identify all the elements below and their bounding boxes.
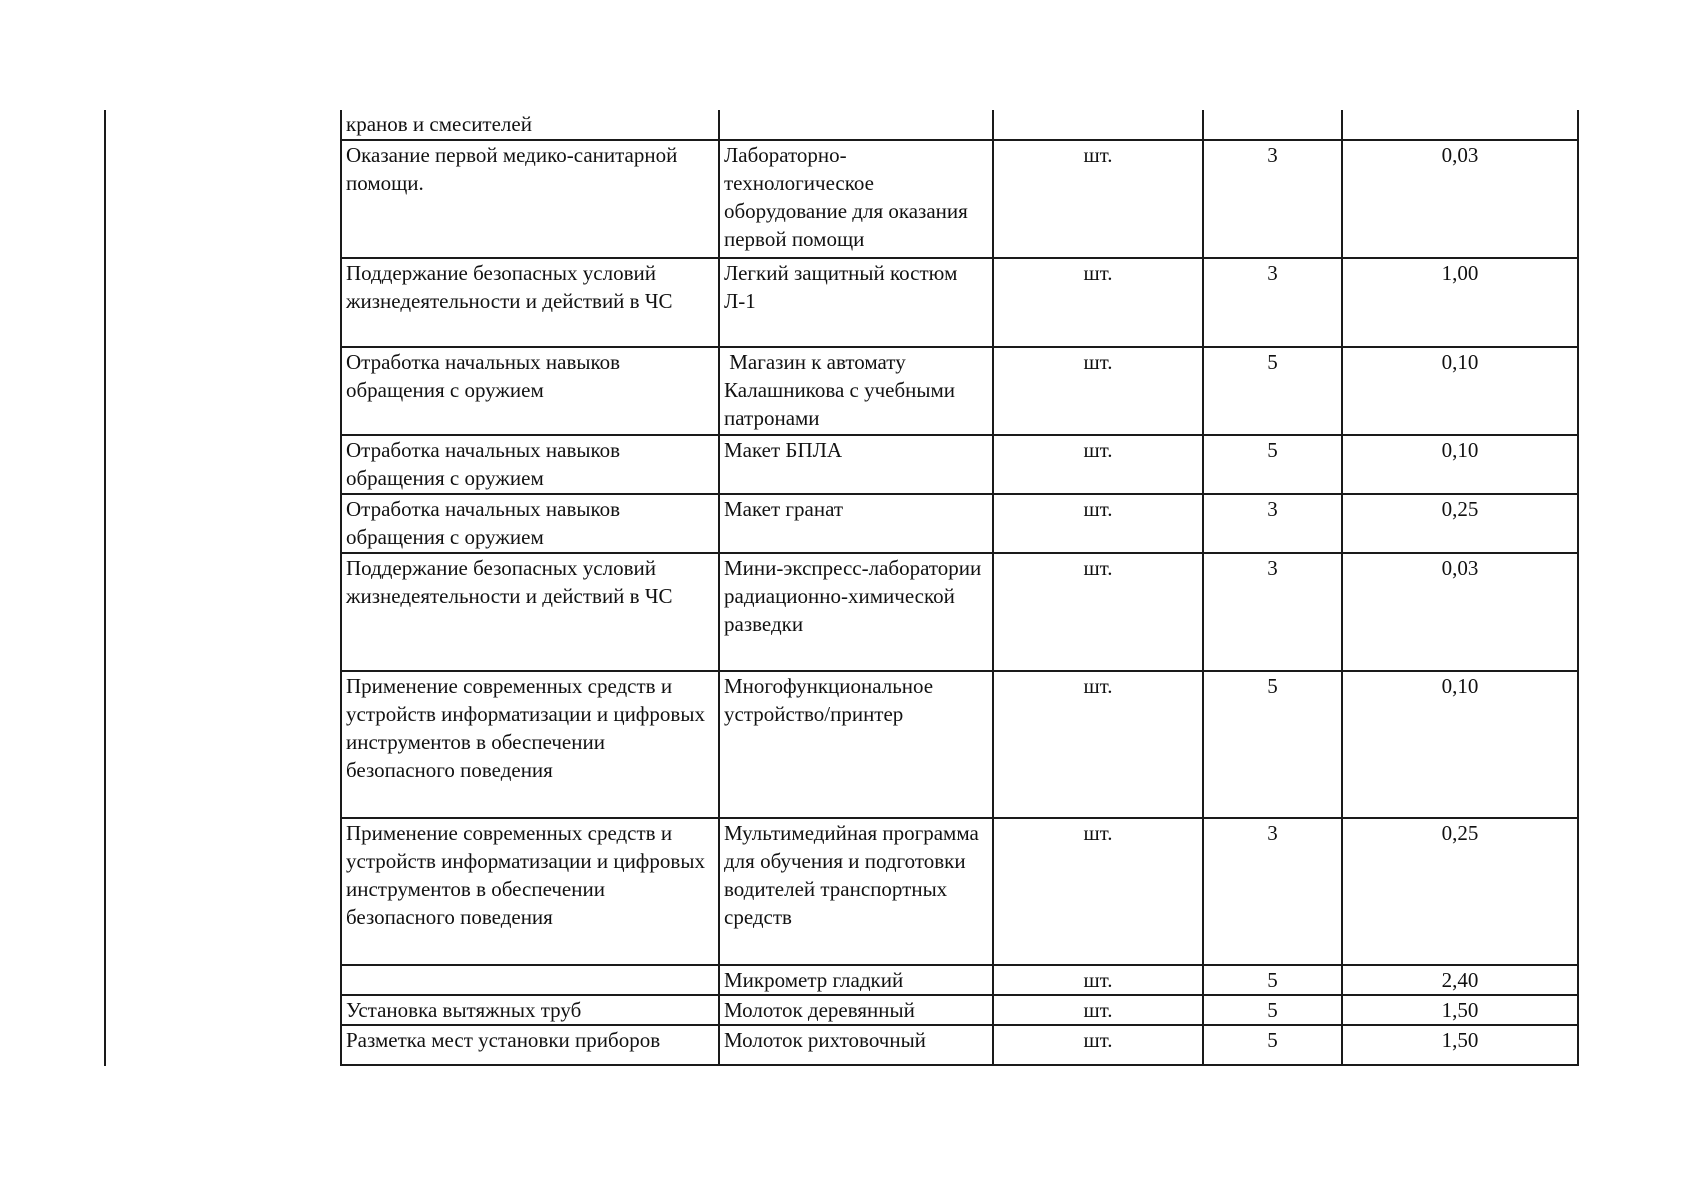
unit-cell: шт. xyxy=(993,671,1203,818)
table-row xyxy=(341,553,1578,671)
table-row xyxy=(341,494,1578,553)
table-row xyxy=(341,1025,1578,1065)
item-cell: Макет БПЛА xyxy=(719,435,993,494)
table-row xyxy=(341,965,1578,995)
item-cell: Мини-экспресс-лаборатории радиационно-химической разведки xyxy=(719,553,993,671)
unit-cell: шт. xyxy=(993,553,1203,671)
unit-cell xyxy=(993,110,1203,140)
equipment-table xyxy=(340,110,1579,1066)
quantity-cell: 5 xyxy=(1203,435,1342,494)
unit-cell: шт. xyxy=(993,965,1203,995)
purpose-cell: Применение современных средств и устройств информатизации и цифровых инструментов в обеспечении безопасного поведения xyxy=(341,818,719,965)
value-cell: 0,10 xyxy=(1342,671,1578,818)
purpose-cell: кранов и смесителей xyxy=(341,110,719,140)
item-cell: Молоток рихтовочный xyxy=(719,1025,993,1065)
value-cell: 0,03 xyxy=(1342,553,1578,671)
unit-cell: шт. xyxy=(993,494,1203,553)
quantity-cell: 3 xyxy=(1203,818,1342,965)
value-cell: 0,10 xyxy=(1342,435,1578,494)
table-row xyxy=(341,347,1578,435)
purpose-cell: Отработка начальных навыков обращения с оружием xyxy=(341,494,719,553)
quantity-cell: 5 xyxy=(1203,1025,1342,1065)
value-cell: 1,50 xyxy=(1342,995,1578,1025)
table-row xyxy=(341,110,1578,140)
unit-cell: шт. xyxy=(993,818,1203,965)
item-cell: Многофункциональное устройство/принтер xyxy=(719,671,993,818)
table-row xyxy=(341,995,1578,1025)
item-cell: Мультимедийная программа для обучения и подготовки водителей транспортных средств xyxy=(719,818,993,965)
item-cell: Молоток деревянный xyxy=(719,995,993,1025)
quantity-cell: 5 xyxy=(1203,671,1342,818)
item-cell: Микрометр гладкий xyxy=(719,965,993,995)
purpose-cell: Оказание первой медико-санитарной помощи. xyxy=(341,140,719,258)
purpose-cell xyxy=(341,965,719,995)
quantity-cell: 3 xyxy=(1203,140,1342,258)
unit-cell: шт. xyxy=(993,1025,1203,1065)
quantity-cell: 3 xyxy=(1203,494,1342,553)
unit-cell: шт. xyxy=(993,258,1203,347)
unit-cell: шт. xyxy=(993,435,1203,494)
table-row xyxy=(341,435,1578,494)
table-row xyxy=(341,671,1578,818)
unit-cell: шт. xyxy=(993,140,1203,258)
quantity-cell: 5 xyxy=(1203,995,1342,1025)
item-cell: Лабораторно-технологическое оборудование для оказания первой помощи xyxy=(719,140,993,258)
purpose-cell: Поддержание безопасных условий жизнедеятельности и действий в ЧС xyxy=(341,553,719,671)
purpose-cell: Отработка начальных навыков обращения с оружием xyxy=(341,347,719,435)
item-cell: Легкий защитный костюм Л-1 xyxy=(719,258,993,347)
quantity-cell: 3 xyxy=(1203,258,1342,347)
unit-cell: шт. xyxy=(993,347,1203,435)
table-row xyxy=(341,140,1578,258)
table-row xyxy=(341,818,1578,965)
quantity-cell: 3 xyxy=(1203,553,1342,671)
value-cell: 1,00 xyxy=(1342,258,1578,347)
item-cell: Макет гранат xyxy=(719,494,993,553)
value-cell: 0,03 xyxy=(1342,140,1578,258)
purpose-cell: Применение современных средств и устройств информатизации и цифровых инструментов в обеспечении безопасного поведения xyxy=(341,671,719,818)
item-cell xyxy=(719,110,993,140)
value-cell: 0,25 xyxy=(1342,818,1578,965)
quantity-cell xyxy=(1203,110,1342,140)
quantity-cell: 5 xyxy=(1203,347,1342,435)
value-cell: 1,50 xyxy=(1342,1025,1578,1065)
value-cell: 0,25 xyxy=(1342,494,1578,553)
table-row xyxy=(341,258,1578,347)
left-margin-rule xyxy=(104,110,106,1066)
value-cell: 2,40 xyxy=(1342,965,1578,995)
item-cell: Магазин к автомату Калашникова с учебными патронами xyxy=(719,347,993,435)
purpose-cell: Разметка мест установки приборов xyxy=(341,1025,719,1065)
unit-cell: шт. xyxy=(993,995,1203,1025)
value-cell xyxy=(1342,110,1578,140)
quantity-cell: 5 xyxy=(1203,965,1342,995)
purpose-cell: Отработка начальных навыков обращения с оружием xyxy=(341,435,719,494)
value-cell: 0,10 xyxy=(1342,347,1578,435)
purpose-cell: Поддержание безопасных условий жизнедеятельности и действий в ЧС xyxy=(341,258,719,347)
purpose-cell: Установка вытяжных труб xyxy=(341,995,719,1025)
